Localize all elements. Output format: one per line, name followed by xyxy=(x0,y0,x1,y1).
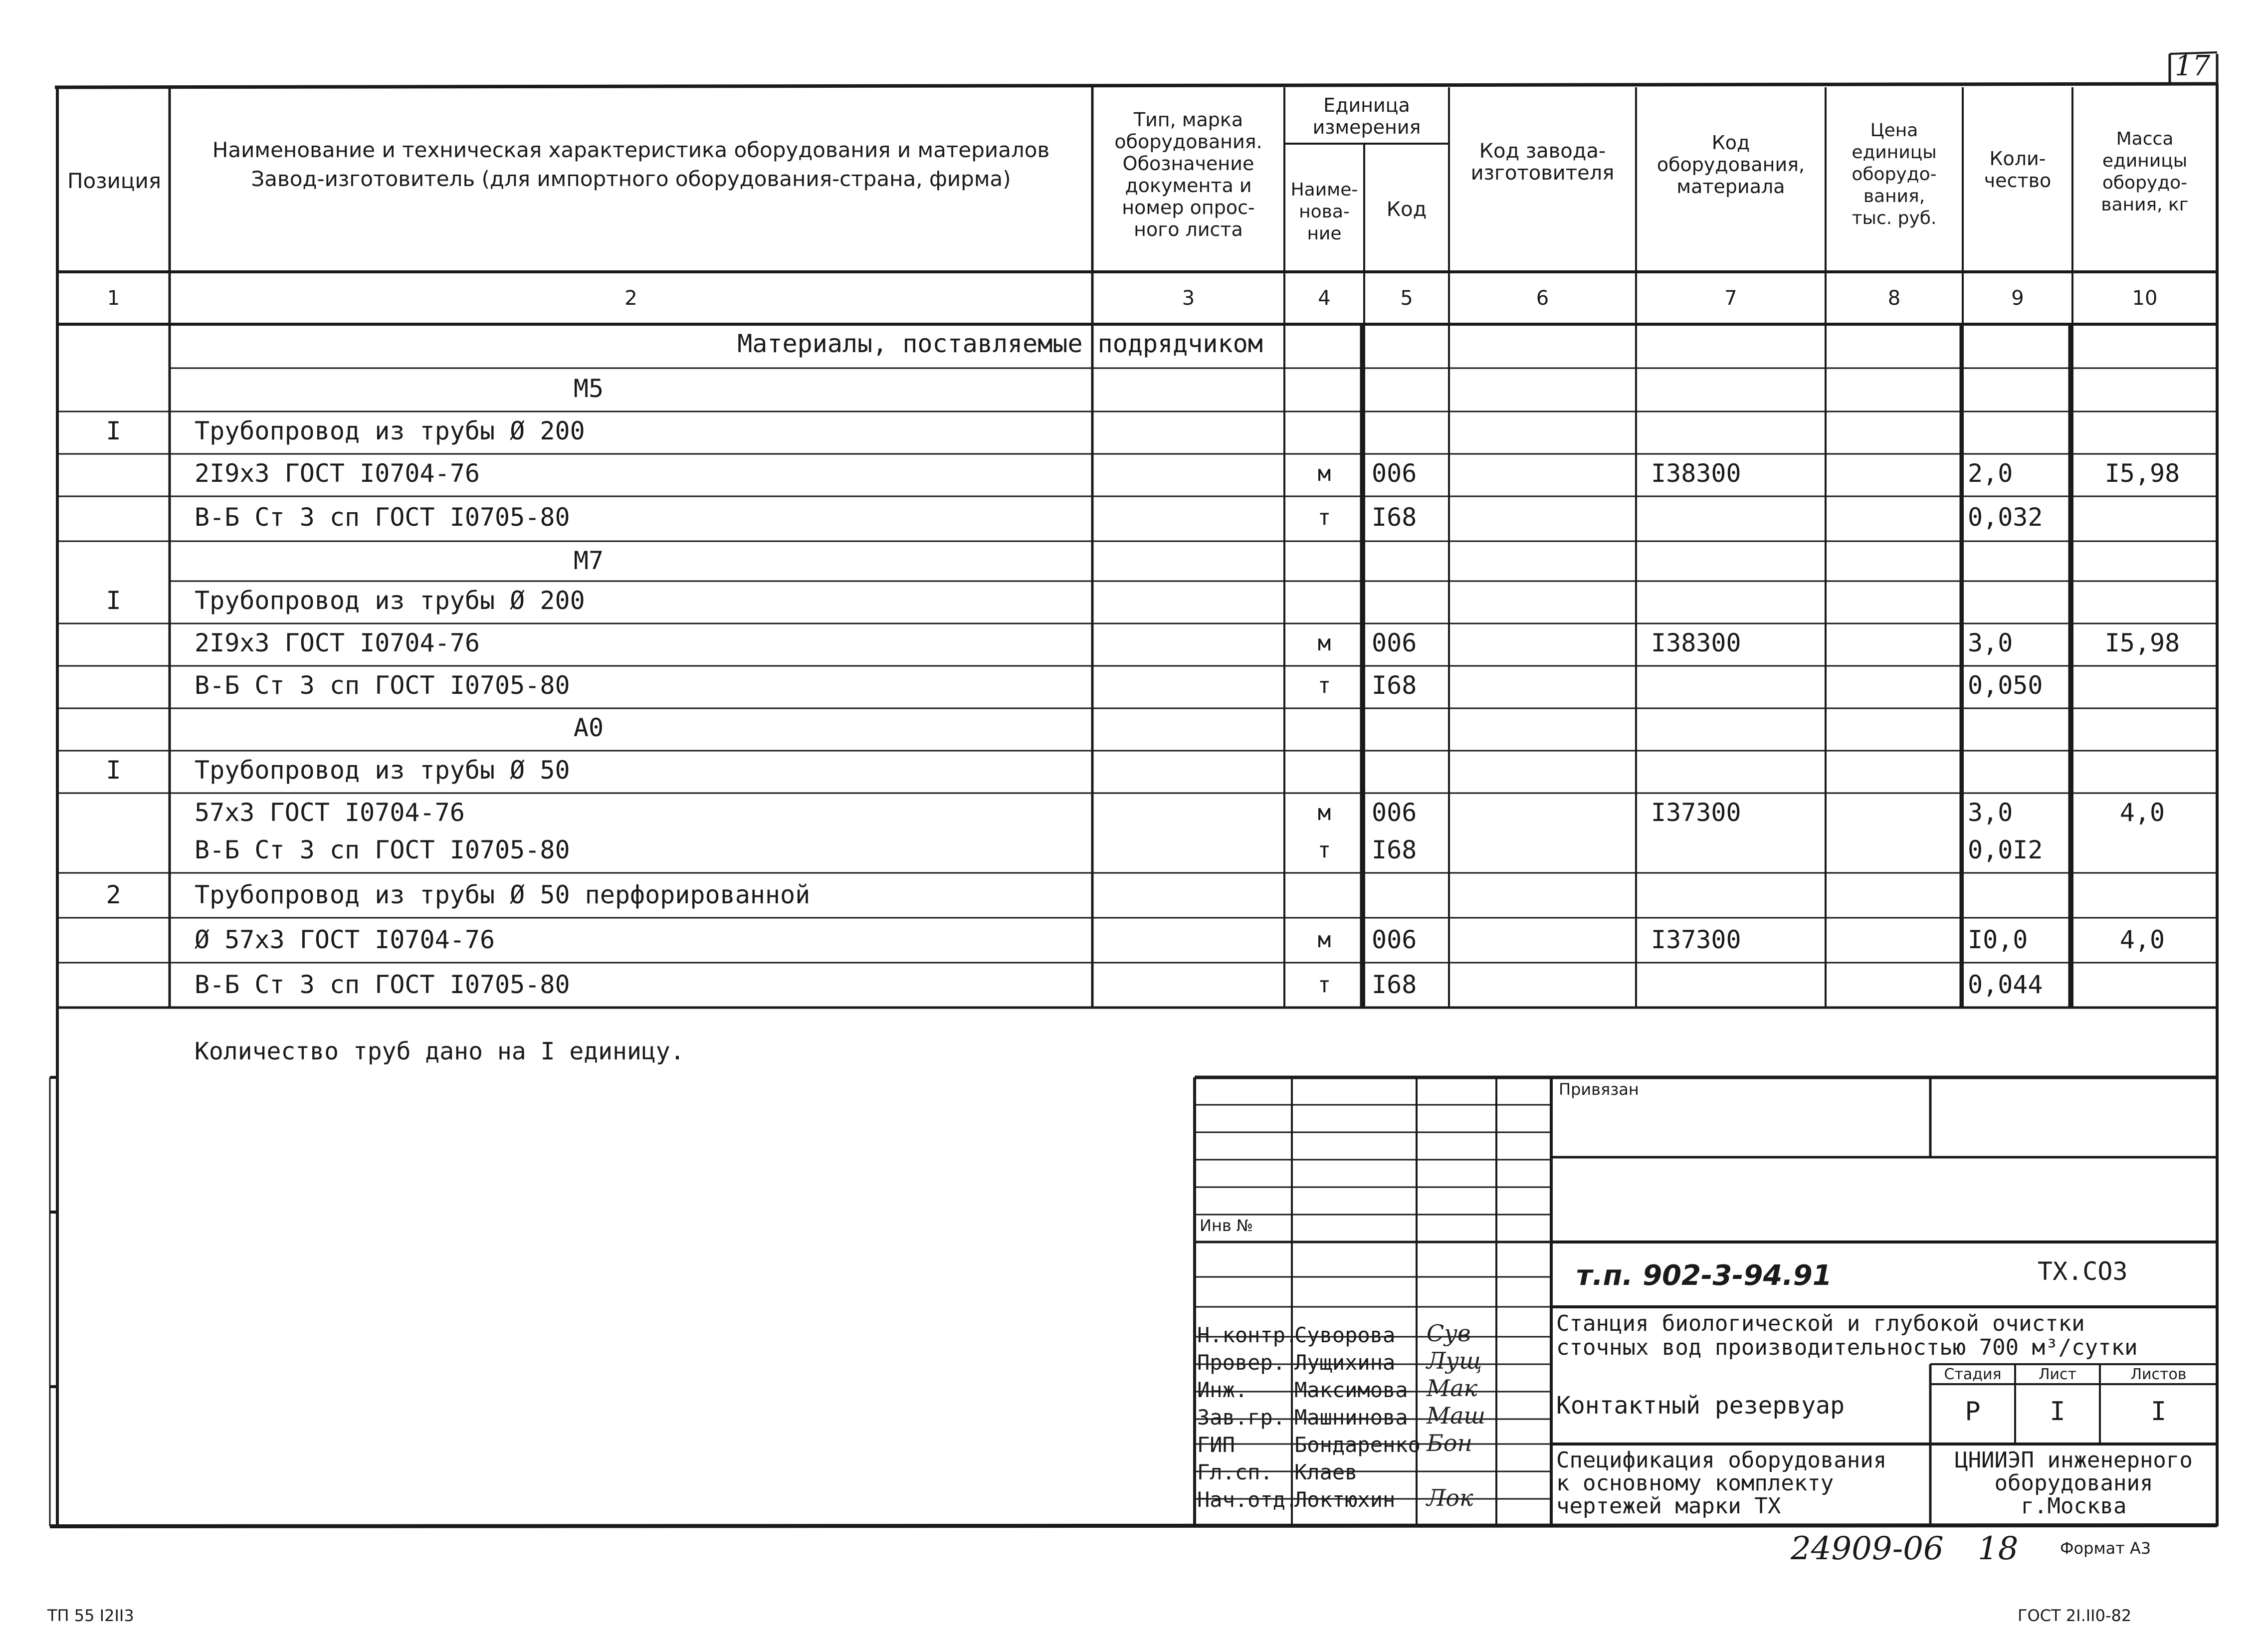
row-material-code: I37300 xyxy=(1651,925,1741,954)
stamp-object-name: Контактный резервуар xyxy=(1556,1392,1845,1420)
col-number-8: 8 xyxy=(1887,287,1901,310)
signer-role: Зав.гр. xyxy=(1197,1405,1286,1430)
col-header-material-code-l1: Код xyxy=(1711,132,1750,154)
stamp-sheet-value: I xyxy=(2050,1397,2065,1427)
row-mass: I5,98 xyxy=(2104,459,2180,488)
row-unit-name: т xyxy=(1317,505,1331,530)
stamp-sheets-label: Листов xyxy=(2130,1366,2187,1383)
stamp-organization xyxy=(1930,1449,2217,1518)
col-header-price xyxy=(1826,117,1963,232)
signer-signature: Лущ xyxy=(1427,1347,1482,1374)
stamp-doc-number: т.п. 902-3-94.91 xyxy=(1576,1259,1832,1292)
footer-right-standard: ГОСТ 2I.II0-82 xyxy=(2018,1606,2132,1625)
row-name: Трубопровод из трубы Ø 200 xyxy=(195,586,585,615)
col-header-price-l1: Цена xyxy=(1870,120,1918,141)
col-header-name xyxy=(170,135,1092,195)
row-name: В-Б Ст 3 сп ГОСТ I0705-80 xyxy=(195,503,570,532)
row-position: I xyxy=(106,416,121,445)
signer-name: Лущихина xyxy=(1294,1350,1396,1375)
col-header-unit-l2: измерения xyxy=(1312,116,1421,138)
col-header-position: Позиция xyxy=(67,168,162,193)
row-name: 2I9x3 ГОСТ I0704-76 xyxy=(195,628,480,657)
col-header-material-code xyxy=(1636,127,1826,202)
col-header-price-l4: вания, xyxy=(1863,186,1925,206)
row-unit-name: т xyxy=(1317,837,1331,863)
row-quantity: 0,032 xyxy=(1968,503,2043,532)
row-position: I xyxy=(106,756,121,785)
stamp-stage-label: Стадия xyxy=(1944,1366,2002,1383)
col-number-6: 6 xyxy=(1536,287,1549,310)
col-header-unit-code: Код xyxy=(1386,198,1427,221)
signer-signature: Маш xyxy=(1427,1402,1486,1429)
row-unit-code: 006 xyxy=(1372,798,1417,827)
col-header-quantity xyxy=(1963,147,2072,192)
col-header-mass-l2: единицы xyxy=(2102,151,2188,171)
row-unit-name: т xyxy=(1317,972,1331,998)
row-mass: 4,0 xyxy=(2119,925,2165,954)
row-name: 2I9x3 ГОСТ I0704-76 xyxy=(195,459,480,488)
col-header-name-line1: Наименование и техническая характеристика оборудования и материалов xyxy=(212,138,1050,162)
row-name: Трубопровод из трубы Ø 50 перфорированной xyxy=(195,880,811,909)
row-name: Трубопровод из трубы Ø 50 xyxy=(195,756,570,785)
row-unit-code: 006 xyxy=(1372,925,1417,954)
row-unit-code: I68 xyxy=(1372,970,1417,999)
stamp-stage-value: Р xyxy=(1965,1397,1981,1427)
row-section-title: Материалы, поставляемые подрядчиком xyxy=(737,329,1263,358)
row-unit-name: м xyxy=(1317,630,1331,656)
row-quantity: 3,0 xyxy=(1968,628,2013,657)
col-header-price-l5: тыс. руб. xyxy=(1852,208,1937,228)
row-unit-code: I68 xyxy=(1372,671,1417,700)
col-header-material-code-l2: оборудования, xyxy=(1656,154,1805,176)
col-header-unit-name xyxy=(1284,175,1364,249)
col-number-4: 4 xyxy=(1318,287,1331,310)
col-number-1: 1 xyxy=(107,287,120,310)
col-header-material-code-l3: материала xyxy=(1676,176,1785,198)
row-quantity: 0,044 xyxy=(1968,970,2043,999)
stamp-doc-code: ТХ.СОЗ xyxy=(2038,1257,2128,1286)
signer-name: Машнинова xyxy=(1294,1405,1408,1430)
stamp-organization-l3: г.Москва xyxy=(2021,1493,2127,1519)
signer-role: Инж. xyxy=(1197,1378,1248,1402)
col-header-mass-l3: оборудо- xyxy=(2102,173,2188,193)
stamp-drawing-title-l2: к основному комплекту xyxy=(1556,1470,1834,1496)
col-header-unit-l1: Единица xyxy=(1323,94,1410,116)
signer-signature: Мак xyxy=(1427,1375,1477,1402)
stamp-privyazan-label: Привязан xyxy=(1559,1080,1639,1099)
col-header-type xyxy=(1092,102,1284,247)
row-unit-name: м xyxy=(1317,800,1331,825)
row-unit-name: м xyxy=(1317,927,1331,953)
sheet-mark: 17 xyxy=(2175,50,2211,82)
col-header-type-l1: Тип, марка xyxy=(1133,109,1243,131)
stamp-drawing-title-l3: чертежей марки ТХ xyxy=(1556,1493,1781,1519)
row-position: I xyxy=(106,586,121,615)
col-header-mass-l4: вания, кг xyxy=(2101,195,2189,215)
col-header-type-l4: документа и xyxy=(1125,175,1252,197)
note-text: Количество труб дано на I единицу. xyxy=(195,1037,685,1065)
col-header-mass xyxy=(2072,127,2217,217)
handwritten-page-number: 18 xyxy=(1978,1530,2019,1567)
row-unit-name: м xyxy=(1317,461,1331,486)
col-header-price-l3: оборудо- xyxy=(1852,164,1937,185)
row-unit-code: I68 xyxy=(1372,835,1417,864)
col-header-factory-code-l2: изготовителя xyxy=(1470,162,1615,185)
signer-name: Бондаренко xyxy=(1294,1433,1421,1457)
stamp-drawing-title xyxy=(1556,1449,1886,1518)
row-name: В-Б Ст 3 сп ГОСТ I0705-80 xyxy=(195,835,570,864)
col-header-unit-name-l3: ние xyxy=(1307,223,1342,244)
col-header-unit-name-l2: нова- xyxy=(1299,202,1350,222)
row-unit-code: 006 xyxy=(1372,628,1417,657)
signer-name: Локтюхин xyxy=(1294,1487,1396,1512)
signer-role: Провер. xyxy=(1197,1350,1286,1375)
signer-role: ГИП xyxy=(1197,1433,1235,1457)
row-name: В-Б Ст 3 сп ГОСТ I0705-80 xyxy=(195,671,570,700)
col-header-quantity-l2: чество xyxy=(1984,170,2052,192)
signer-role: Н.контр. xyxy=(1197,1323,1298,1347)
stamp-project-title-l2: сточных вод производительностью 700 м³/сутки xyxy=(1556,1335,2138,1360)
format-label: Формат А3 xyxy=(2060,1539,2151,1558)
row-unit-code: I68 xyxy=(1372,503,1417,532)
col-header-unit-name-l1: Наиме- xyxy=(1290,180,1358,200)
signer-signature: Лок xyxy=(1427,1484,1473,1511)
col-header-type-l2: оборудования. xyxy=(1114,131,1262,153)
footer-left-code: ТП 55 I2II3 xyxy=(47,1606,134,1625)
row-section-title: М7 xyxy=(573,546,604,575)
row-unit-code: 006 xyxy=(1372,459,1417,488)
col-number-9: 9 xyxy=(2011,287,2024,310)
col-header-factory-code xyxy=(1449,135,1636,190)
signer-role: Гл.сп. xyxy=(1197,1460,1273,1484)
row-name: В-Б Ст 3 сп ГОСТ I0705-80 xyxy=(195,970,570,999)
col-header-factory-code-l1: Код завода- xyxy=(1479,140,1606,163)
row-quantity: 3,0 xyxy=(1968,798,2013,827)
row-name: 57x3 ГОСТ I0704-76 xyxy=(195,798,465,827)
signer-role: Нач.отд. xyxy=(1197,1487,1298,1512)
col-number-7: 7 xyxy=(1724,287,1737,310)
signer-name: Максимова xyxy=(1294,1378,1408,1402)
col-header-mass-l1: Масса xyxy=(2116,129,2174,149)
col-number-2: 2 xyxy=(624,287,637,310)
signer-name: Суворова xyxy=(1294,1323,1396,1347)
row-material-code: I38300 xyxy=(1651,459,1741,488)
col-header-quantity-l1: Коли- xyxy=(1989,148,2046,170)
signer-signature: Сув xyxy=(1427,1320,1471,1347)
row-quantity: I0,0 xyxy=(1968,925,2028,954)
col-number-5: 5 xyxy=(1400,287,1413,310)
row-name: Ø 57x3 ГОСТ I0704-76 xyxy=(195,925,495,954)
col-number-3: 3 xyxy=(1182,287,1195,310)
col-header-type-l6: ного листа xyxy=(1134,218,1243,240)
row-mass: 4,0 xyxy=(2119,798,2165,827)
stamp-drawing-title-l1: Спецификация оборудования xyxy=(1556,1447,1887,1473)
archive-number: 24909-06 xyxy=(1791,1530,1944,1567)
stamp-sheets-value: I xyxy=(2150,1397,2167,1427)
stamp-inv-label: Инв № xyxy=(1200,1216,1253,1235)
stamp-organization-l1: ЦНИИЭП инженерного xyxy=(1955,1447,2193,1473)
col-header-type-l3: Обозначение xyxy=(1122,153,1254,175)
row-unit-name: т xyxy=(1317,673,1331,698)
stamp-organization-l2: оборудования xyxy=(1994,1470,2153,1496)
row-material-code: I37300 xyxy=(1651,798,1741,827)
col-header-unit xyxy=(1284,90,1449,142)
col-number-10: 10 xyxy=(2132,287,2158,310)
col-header-price-l2: единицы xyxy=(1852,142,1937,163)
row-material-code: I38300 xyxy=(1651,628,1741,657)
col-header-name-line2: Завод-изготовитель (для импортного оборудования-страна, фирма) xyxy=(251,167,1011,191)
row-section-title: М5 xyxy=(573,374,604,403)
row-section-title: А0 xyxy=(573,713,604,742)
row-position: 2 xyxy=(106,880,121,909)
row-quantity: 0,0I2 xyxy=(1968,835,2043,864)
stamp-project-title-l1: Станция биологической и глубокой очистки xyxy=(1556,1311,2085,1336)
col-header-type-l5: номер опрос- xyxy=(1122,197,1255,218)
stamp-project-title xyxy=(1556,1312,2138,1360)
row-quantity: 0,050 xyxy=(1968,671,2043,700)
row-name: Трубопровод из трубы Ø 200 xyxy=(195,416,585,445)
stamp-sheet-label: Лист xyxy=(2038,1366,2077,1383)
signer-signature: Бон xyxy=(1427,1430,1472,1456)
signer-name: Клаев xyxy=(1294,1460,1358,1484)
row-mass: I5,98 xyxy=(2104,628,2180,657)
row-quantity: 2,0 xyxy=(1968,459,2013,488)
